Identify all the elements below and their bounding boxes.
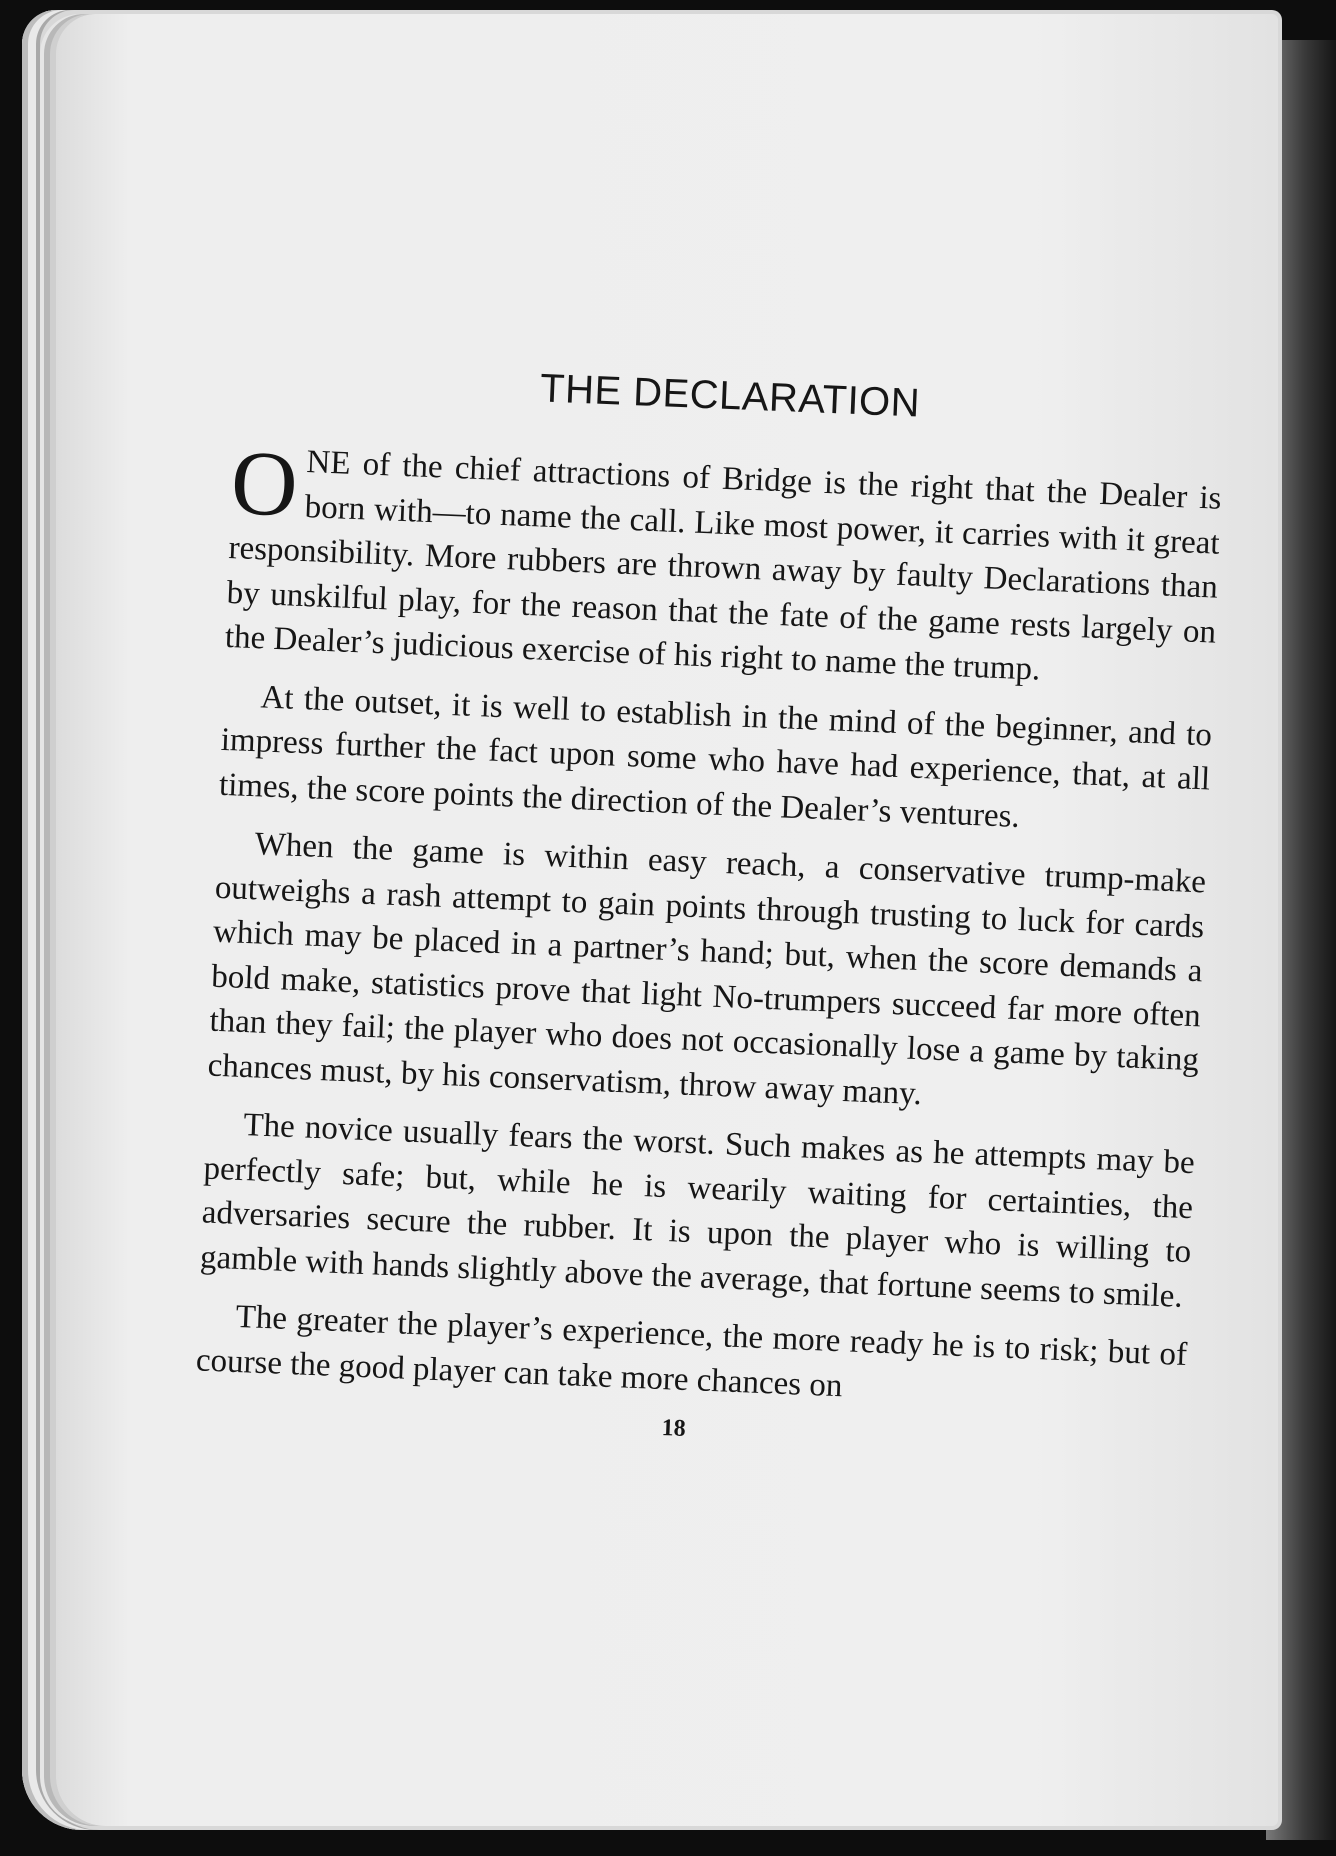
book-page bbox=[56, 14, 1278, 1826]
paragraph-5: The greater the player’s experience, the more ready he is to risk; but of course the good player can take more chances on bbox=[195, 1298, 1188, 1404]
page-text-block bbox=[193, 354, 1225, 1463]
paragraph-3: When the game is within easy reach, a conservative trump-make outweighs a rash attempt to gain points through trusting to luck for cards which may be placed in a partner’s hand; but, when the score demands a bold make, statistics prove that light No-trumpers succeed far more often than they fail; the player who does not occasionally lose a game by taking chances must, by his conservatism, throw away many. bbox=[207, 826, 1207, 1112]
paragraph-2: At the outset, it is well to establish in the mind of the beginner, and to impress further the fact upon some who have had experience, that, at all times, the score points the direction of the Dealer’s ventures. bbox=[218, 678, 1213, 835]
paragraph-1-text: NE of the chief attractions of Bridge is the right that the Dealer is born with—to name the call. Like most power, it carries with it great responsibility. More rubbers are thrown away by faulty Declarations than by unskilful play, for the reason that the fate of the game rests largely on the Dealer’s judicious exercise of his right to name the trump. bbox=[224, 444, 1223, 688]
chapter-title: THE DECLARATION bbox=[539, 366, 921, 426]
drop-cap: O bbox=[229, 431, 300, 536]
paragraph-1 bbox=[224, 431, 1223, 699]
paragraph-4: The novice usually fears the worst. Such makes as he attempts may be perfectly safe; but, while he is wearily waiting for certainties, the adversaries secure the rubber. It is upon the player who is willing to gamble with hands slightly above the average, that fortune seems to smile. bbox=[199, 1107, 1196, 1315]
page-number: 18 bbox=[661, 1415, 687, 1443]
